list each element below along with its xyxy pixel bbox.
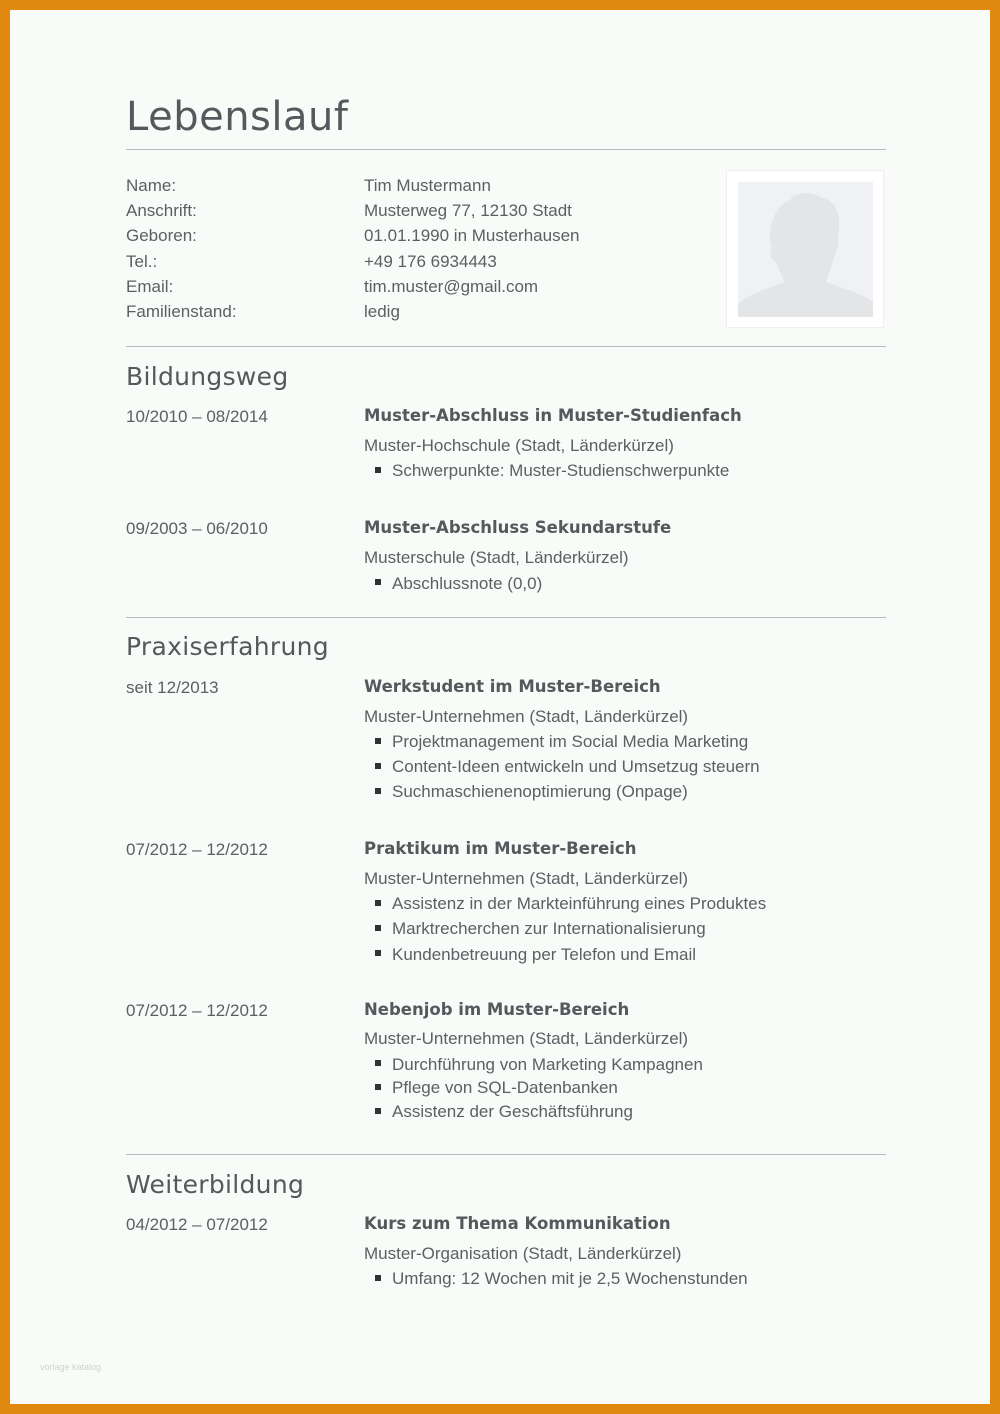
info-value-email: tim.muster@gmail.com — [364, 277, 539, 296]
bullet-item: Projektmanagement im Social Media Marketing — [392, 732, 749, 751]
bullet-item: Umfang: 12 Wochen mit je 2,5 Wochenstunden — [392, 1269, 748, 1288]
bullet-marker — [375, 1275, 381, 1281]
bullet-marker — [375, 467, 381, 473]
info-label-born: Geboren: — [126, 226, 197, 245]
info-label-email: Email: — [126, 277, 174, 296]
bullet-marker — [375, 738, 381, 744]
entry-title: Muster-Abschluss in Muster-Studienfach — [364, 406, 742, 425]
entry-organization: Muster-Unternehmen (Stadt, Länderkürzel) — [364, 869, 689, 888]
document-title: Lebenslauf — [126, 94, 349, 140]
divider — [126, 346, 886, 347]
bullet-item: Abschlussnote (0,0) — [392, 574, 543, 593]
entry-organization: Muster-Organisation (Stadt, Länderkürzel) — [364, 1244, 682, 1263]
section-title-education: Bildungsweg — [126, 362, 289, 391]
entry-date: 07/2012 – 12/2012 — [126, 1001, 268, 1020]
bullet-item: Suchmaschienenoptimierung (Onpage) — [392, 782, 688, 801]
watermark: vorlage katalog — [40, 1362, 102, 1372]
divider — [126, 149, 886, 150]
cv-page — [10, 10, 990, 1404]
profile-photo — [726, 170, 884, 328]
bullet-marker — [375, 1060, 381, 1066]
bullet-item: Schwerpunkte: Muster-Studienschwerpunkte — [392, 461, 730, 480]
divider — [126, 617, 886, 618]
bullet-marker — [375, 579, 381, 585]
section-title-experience: Praxiserfahrung — [126, 632, 329, 661]
entry-title: Muster-Abschluss Sekundarstufe — [364, 518, 672, 537]
info-label-marital-status: Familienstand: — [126, 302, 237, 321]
info-label-address: Anschrift: — [126, 201, 197, 220]
bullet-item: Content-Ideen entwickeln und Umsetzug steuern — [392, 757, 760, 776]
bullet-item: Assistenz in der Markteinführung eines Produktes — [392, 894, 767, 913]
entry-organization: Muster-Unternehmen (Stadt, Länderkürzel) — [364, 1029, 689, 1048]
bullet-marker — [375, 950, 381, 956]
entry-organization: Musterschule (Stadt, Länderkürzel) — [364, 548, 629, 567]
section-title-further-training: Weiterbildung — [126, 1170, 305, 1199]
info-value-address: Musterweg 77, 12130 Stadt — [364, 201, 572, 220]
entry-title: Kurs zum Thema Kommunikation — [364, 1214, 671, 1233]
info-label-phone: Tel.: — [126, 252, 158, 271]
bullet-item: Durchführung von Marketing Kampagnen — [392, 1055, 703, 1074]
info-value-born: 01.01.1990 in Musterhausen — [364, 226, 580, 245]
entry-organization: Muster-Unternehmen (Stadt, Länderkürzel) — [364, 707, 689, 726]
entry-organization: Muster-Hochschule (Stadt, Länderkürzel) — [364, 436, 674, 455]
bullet-marker — [375, 1108, 381, 1114]
bullet-marker — [375, 900, 381, 906]
info-value-phone: +49 176 6934443 — [364, 252, 497, 271]
entry-title: Praktikum im Muster-Bereich — [364, 839, 637, 858]
entry-date: 04/2012 – 07/2012 — [126, 1215, 268, 1234]
bullet-item: Assistenz der Geschäftsführung — [392, 1102, 633, 1121]
bullet-item: Pflege von SQL-Datenbanken — [392, 1078, 618, 1097]
entry-date: seit 12/2013 — [126, 678, 219, 697]
bullet-marker — [375, 925, 381, 931]
person-silhouette-icon — [738, 182, 873, 317]
bullet-marker — [375, 763, 381, 769]
entry-title: Werkstudent im Muster-Bereich — [364, 677, 661, 696]
entry-title: Nebenjob im Muster-Bereich — [364, 1000, 630, 1019]
info-label-name: Name: — [126, 176, 177, 195]
divider — [126, 1154, 886, 1155]
info-value-marital-status: ledig — [364, 302, 400, 321]
bullet-item: Kundenbetreuung per Telefon und Email — [392, 945, 697, 964]
entry-date: 10/2010 – 08/2014 — [126, 407, 268, 426]
entry-date: 07/2012 – 12/2012 — [126, 840, 268, 859]
bullet-item: Marktrecherchen zur Internationalisierung — [392, 919, 706, 938]
bullet-marker — [375, 1084, 381, 1090]
info-value-name: Tim Mustermann — [364, 176, 491, 195]
entry-date: 09/2003 – 06/2010 — [126, 519, 268, 538]
bullet-marker — [375, 788, 381, 794]
